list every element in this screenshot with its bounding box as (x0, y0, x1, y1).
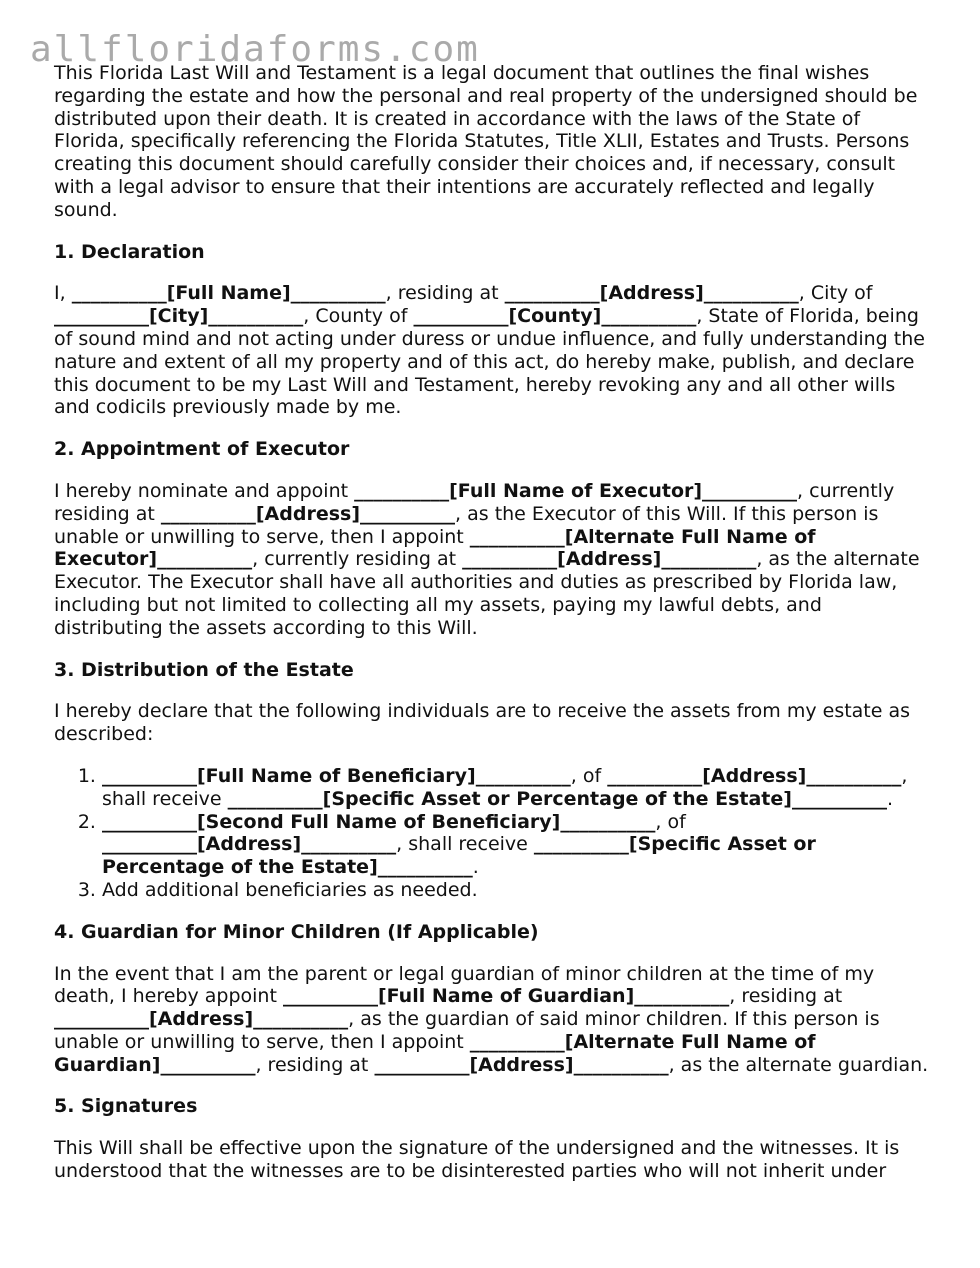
list-item: 3. Add additional beneficiaries as needed. (102, 879, 934, 902)
section-heading-declaration: 1. Declaration (54, 240, 205, 263)
field-beneficiary-name[interactable]: _____[Full Name of Beneficiary] _____ (102, 765, 571, 787)
section-heading-guardian: 4. Guardian for Minor Children (If Applicable) (54, 920, 539, 943)
field-beneficiary-address[interactable]: _____ [Address] _____ (607, 765, 901, 787)
field-city[interactable]: _____[City] _____ (54, 305, 303, 327)
field-second-beneficiary-address[interactable]: _____[Address] _____ (102, 833, 396, 855)
site-watermark: allfloridaforms.com (30, 29, 480, 70)
signatures-paragraph: This Will shall be effective upon the signature of the undersigned and the witnesses. It is understood that the witnesses are to be disinterested parties who will not inherit under (54, 1137, 900, 1183)
field-beneficiary-asset[interactable]: _____ [Specific Asset or Percentage of the Estate] _____ (228, 788, 887, 810)
field-full-name[interactable]: _____ [Full Name] _____ (72, 282, 386, 304)
list-item: 1. _____[Full Name of Beneficiary] _____ , of _____ [Address] _____ , shall receive _____ [Specific Asset or Percentage of the Estate] _____ . (102, 765, 934, 811)
declaration-paragraph: I, _____ [Full Name] _____ , residing at _____ [Address] _____ , City of _____[City] _____ , County of _____ [County] _____ , State of Florida, being of sound mind and not acting under duress or undue influence, and fully understanding the nature and extent of all my property and of this act, do hereby make, publish, and declare this document to be my Last Will and Testament, hereby revoking any and all other wills and codicils previously made by me. (54, 282, 934, 419)
list-item: 2. _____[Second Full Name of Beneficiary] _____ , of _____[Address] _____ , shall receive _____ [Specific Asset or Percentage of the Estate] _____ . (102, 811, 934, 879)
field-alt-executor-address[interactable]: _____ [Address] _____ (462, 548, 756, 570)
field-second-beneficiary-name[interactable]: _____[Second Full Name of Beneficiary] _____ (102, 811, 655, 833)
field-guardian-name[interactable]: _____ [Full Name of Guardian] _____ (283, 985, 729, 1007)
field-executor-name[interactable]: _____ [Full Name of Executor] _____ (354, 480, 797, 502)
field-executor-address[interactable]: _____ [Address] _____ (161, 503, 455, 525)
field-county[interactable]: _____ [County] _____ (413, 305, 696, 327)
field-second-beneficiary-asset[interactable]: _____ [Specific Asset or Percentage of the Estate] _____ (102, 833, 816, 878)
beneficiary-list (54, 765, 934, 902)
distribution-intro: I hereby declare that the following individuals are to receive the assets from my estate as described: (54, 700, 911, 746)
guardian-paragraph: In the event that I am the parent or legal guardian of minor children at the time of my death, I hereby appoint _____ [Full Name of Guardian] _____ , residing at _____[Address] _____ , as the guardian of said minor children. If this person is unable or unwilling to serve, then I appoint _____ [Alternate Full Name of Guardian] _____ , residing at _____ [Address] _____ , as the alternate guardian. (54, 963, 934, 1077)
section-heading-executor: 2. Appointment of Executor (54, 438, 350, 461)
intro-paragraph: This Florida Last Will and Testament is a legal document that outlines the final wishes regarding the estate and how the personal and real property of the undersigned should be distributed upon their death. It is created in accordance with the laws of the State of Florida, specifically referencing the Florida Statutes, Title XLII, Estates and Trusts. Persons creating this document should carefully consider their choices and, if necessary, consult with a legal advisor to ensure that their intentions are accurately reflected and legally sound. (54, 62, 918, 221)
section-heading-signatures: 5. Signatures (54, 1095, 198, 1118)
field-alt-executor-name[interactable]: _____ [Alternate Full Name of Executor] _____ (54, 526, 816, 571)
section-heading-distribution: 3. Distribution of the Estate (54, 658, 354, 681)
field-address[interactable]: _____ [Address] _____ (505, 282, 799, 304)
executor-paragraph: I hereby nominate and appoint _____ [Full Name of Executor] _____ , currently residing at _____ [Address] _____ , as the Executor of this Will. If this person is unable or unwilling to serve, then I appoint _____ [Alternate Full Name of Executor] _____ , currently residing at _____ [Address] _____ , as the alternate Executor. The Executor shall have all authorities and duties as prescribed by Florida law, including but not limited to collecting all my assets, paying my lawful debts, and distributing the assets according to this Will. (54, 480, 934, 640)
will-document (54, 62, 934, 1202)
field-alt-guardian-name[interactable]: _____ [Alternate Full Name of Guardian] _____ (54, 1031, 816, 1076)
field-alt-guardian-address[interactable]: _____ [Address] _____ (374, 1054, 668, 1076)
field-guardian-address[interactable]: _____[Address] _____ (54, 1008, 348, 1030)
